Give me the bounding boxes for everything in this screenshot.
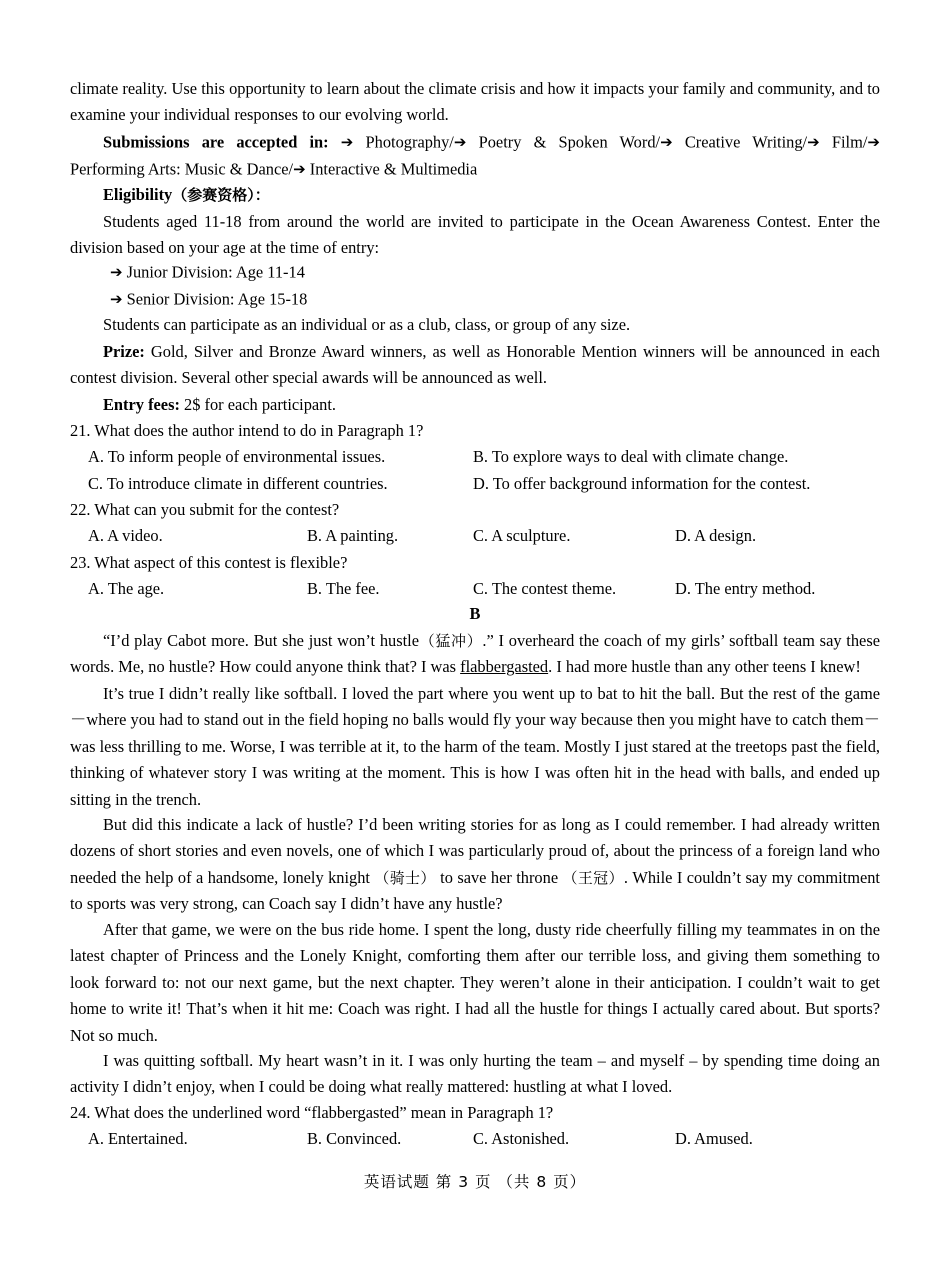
eligibility-heading	[70, 182, 880, 208]
question-24-stem: 24. What does the underlined word “flabbergasted” mean in Paragraph 1?	[70, 1103, 554, 1122]
eligibility-body	[70, 209, 880, 262]
eligibility-label-cn: （参赛资格）：	[172, 186, 270, 204]
passage-b-p5-text: I was quitting softball. My heart wasn’t in it. I was only hurting the team – and myself – by spending time doing an activity I didn’t enjoy, when I could be doing what really mattered: hustling at what I loved.	[70, 1051, 880, 1097]
question-22	[70, 497, 880, 550]
question-24-options-row	[70, 1126, 880, 1152]
submission-item-interactive: Interactive & Multimedia	[309, 159, 478, 179]
prize-block	[70, 339, 880, 392]
arrow-right-icon: ➔	[110, 289, 123, 308]
question-22-option-d[interactable]: D. A design.	[675, 526, 757, 546]
passage-b-paragraph-4	[70, 917, 880, 1049]
passage-b-paragraph-3	[70, 812, 880, 918]
question-21-stem: 21. What does the author intend to do in Paragraph 1?	[70, 421, 424, 440]
entry-fees-body: 2$ for each participant.	[184, 395, 337, 414]
submissions-block	[70, 129, 880, 183]
question-22-stem: 22. What can you submit for the contest?	[70, 500, 340, 519]
p1-mid: .” I overheard the coach of my girls’ softball team say these words. Me, no hustle? How could anyone think that? I was	[70, 631, 880, 677]
footer-text: 英语试题 第 3 页 （共 8 页）	[363, 1173, 587, 1191]
exam-page	[70, 0, 880, 1267]
passage-b-p3-text	[70, 812, 880, 918]
arrow-right-icon: ➔	[660, 133, 673, 151]
passage-b-paragraph-2	[70, 681, 880, 813]
question-21-option-a[interactable]: A. To inform people of environmental issues.	[88, 447, 386, 467]
submission-item-poetry: Poetry & Spoken Word/	[478, 132, 661, 152]
question-23-option-c[interactable]: C. The contest theme.	[473, 579, 617, 599]
page-footer	[70, 1170, 880, 1192]
group-note-text: Students can participate as an individual or as a club, class, or group of any size.	[103, 315, 631, 334]
question-23	[70, 550, 880, 603]
question-21-option-c[interactable]: C. To introduce climate in different countries.	[88, 473, 388, 493]
arrow-right-icon: ➔	[293, 159, 306, 178]
division-senior-label: Senior Division: Age 15-18	[126, 289, 308, 309]
eligibility-body-text: Students aged 11-18 from around the world are invited to participate in the Ocean Awareness Contest. Enter the division based on your age at the time of entry:	[70, 212, 880, 258]
p3-mid: to save her throne	[435, 867, 563, 887]
passage-b-p2-text: It’s true I didn’t really like softball. I loved the part where you went up to bat to hit the ball. But the rest of the game－where you had to stand out in the field hoping no balls would fly your way because then you might have to catch them－was less thrilling to me. Worse, I was terrible at it, to the harm of the team. Mostly I just stared at the treetops past the field, thinking of whatever story I was writing at the moment. This is how I was often hit in the head with balls, and ended up sitting in the trench.	[70, 684, 880, 809]
section-b-letter	[70, 601, 880, 627]
p1-pre: “I’d play Cabot more. But she just won’t hustle	[103, 631, 420, 650]
group-note	[70, 312, 880, 338]
arrow-right-icon: ➔	[807, 133, 820, 151]
arrow-right-icon: ➔	[110, 263, 123, 281]
eligibility-heading-line	[70, 182, 880, 208]
prize-body: Gold, Silver and Bronze Award winners, as well as Honorable Mention winners will be announced in each contest division. Several other special awards will be announced as well.	[70, 342, 880, 388]
p3-post: . While I couldn’t say my commitment to sports was very strong, can Coach say I didn’t have any hustle?	[70, 867, 880, 914]
arrow-right-icon: ➔	[867, 133, 880, 151]
section-letter-b: B	[469, 604, 481, 623]
passage-b-paragraph-5	[70, 1048, 880, 1101]
submissions-line-2	[70, 156, 880, 183]
passage-b-p1-text	[70, 628, 880, 681]
question-22-option-a[interactable]: A. A video.	[88, 526, 163, 546]
eligibility-label: Eligibility	[103, 185, 173, 204]
question-22-option-c[interactable]: C. A sculpture.	[473, 526, 571, 546]
question-23-stem: 23. What aspect of this contest is flexible?	[70, 553, 348, 572]
division-item-senior	[70, 286, 880, 313]
passage-a-intro-paragraph	[70, 76, 880, 129]
prize-label: Prize:	[103, 342, 145, 361]
prize-paragraph	[70, 339, 880, 392]
question-24-option-c[interactable]: C. Astonished.	[473, 1129, 570, 1149]
question-21-options-row-1	[70, 444, 880, 470]
question-24-option-b[interactable]: B. Convinced.	[307, 1129, 402, 1149]
entry-fees-paragraph	[70, 392, 880, 418]
question-21-options-row-2	[70, 471, 880, 497]
p1-underlined-word: flabbergasted	[460, 657, 549, 677]
entry-fees-label: Entry fees:	[103, 395, 180, 414]
p3-pre: But did this indicate a lack of hustle? I’d been writing stories for as long as I could remember. I had already written dozens of short stories and even novels, one of which I was particularly proud of, about the princess of a foreign land who needed the help of a handsome, lonely knight	[70, 815, 880, 887]
question-21	[70, 418, 880, 497]
submission-item-creative-writing: Creative Writing/	[684, 132, 808, 152]
division-list	[70, 259, 880, 313]
question-23-option-d[interactable]: D. The entry method.	[675, 579, 816, 599]
question-24-option-d[interactable]: D. Amused.	[675, 1129, 753, 1149]
submission-item-film: Film/	[831, 132, 868, 152]
question-23-options-row	[70, 576, 880, 602]
p3-gloss-wangguan: （王冠）	[562, 868, 624, 887]
question-21-option-d[interactable]: D. To offer background information for the contest.	[473, 473, 811, 493]
question-23-option-a[interactable]: A. The age.	[88, 579, 165, 599]
p1-gloss-menchong: （猛冲）	[419, 632, 483, 650]
question-24-option-a[interactable]: A. Entertained.	[88, 1129, 188, 1149]
submission-item-performing-arts: Performing Arts: Music & Dance/	[70, 159, 294, 179]
question-23-option-b[interactable]: B. The fee.	[307, 579, 380, 599]
question-22-option-b[interactable]: B. A painting.	[307, 526, 399, 546]
passage-b-paragraph-1	[70, 628, 880, 681]
question-21-option-b[interactable]: B. To explore ways to deal with climate change.	[473, 447, 789, 467]
arrow-right-icon: ➔	[453, 133, 467, 151]
submission-item-photography: Photography/	[365, 132, 454, 152]
p3-gloss-qishi: （骑士）	[374, 868, 436, 887]
passage-b-p4-text: After that game, we were on the bus ride home. I spent the long, dusty ride cheerfully filling my teammates in on the latest chapter of Princess and the Lonely Knight, comforting them after our terrible loss, and giving them something to look forward to: not our next game, but the next chapter. They weren’t alone in their anticipation. I couldn’t wait to get home to write it! That’s when it hit me: Coach was right. I had all the hustle for things I actually cared about. But sports? Not so much.	[70, 920, 880, 1045]
division-junior-label: Junior Division: Age 11-14	[126, 262, 305, 282]
question-22-options-row	[70, 523, 880, 549]
question-24	[70, 1100, 880, 1153]
p1-post: . I had more hustle than any other teens I knew!	[548, 657, 861, 677]
submissions-line-1	[70, 129, 880, 156]
entry-fees-block	[70, 392, 880, 418]
division-item-junior	[70, 259, 880, 286]
submissions-label: Submissions are accepted in:	[103, 132, 329, 152]
arrow-right-icon: ➔	[340, 133, 354, 151]
intro-paragraph-text: climate reality. Use this opportunity to learn about the climate crisis and how it impacts your family and community, and to examine your individual responses to our evolving world.	[70, 79, 880, 125]
